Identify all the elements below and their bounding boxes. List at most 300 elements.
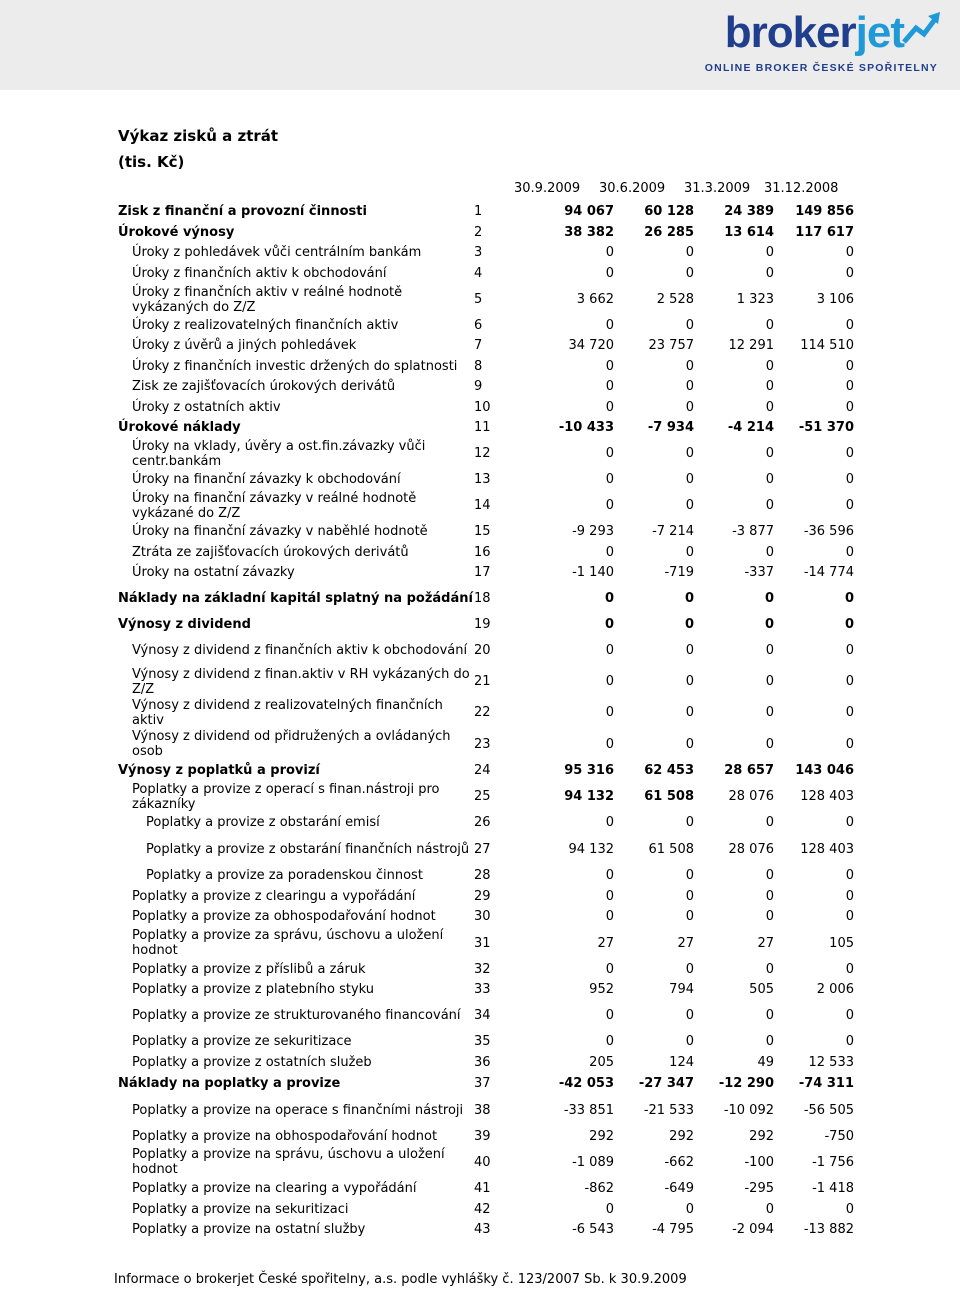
value-cell-col3: 0: [765, 318, 774, 333]
value-cell-col4: 12 533: [808, 1055, 854, 1070]
row-number: 1: [474, 204, 483, 219]
value-cell-col2: 0: [685, 815, 694, 830]
row-label: Náklady na základní kapitál splatný na požádání: [118, 591, 473, 606]
row-label: Poplatky a provize z ostatních služeb: [132, 1055, 372, 1070]
value-cell-col4: -36 596: [803, 524, 854, 539]
value-cell-col4: 117 617: [795, 224, 854, 240]
value-cell-col1: 94 132: [568, 841, 614, 857]
row-number: 32: [474, 961, 491, 977]
value-cell-col2: 0: [685, 245, 694, 260]
row-number: 9: [474, 379, 483, 394]
value-cell-col3: -4 214: [727, 420, 774, 435]
table-row: [118, 906, 854, 927]
row-number: 10: [474, 399, 491, 415]
row-label: Ztráta ze zajišťovacích úrokových derivátů: [132, 544, 409, 560]
value-cell-col3: 0: [765, 472, 774, 487]
table-row: [118, 833, 854, 865]
value-cell-col2: -27 347: [638, 1076, 694, 1091]
column-header-3: 31.3.2009: [684, 181, 751, 196]
row-number: 38: [474, 1102, 491, 1118]
value-cell-col1: 952: [589, 982, 614, 997]
table-row: [118, 781, 854, 812]
value-cell-col3: 49: [757, 1055, 774, 1070]
value-cell-col3: 0: [764, 591, 774, 606]
value-cell-col2: 0: [684, 617, 694, 632]
value-cell-col4: 0: [845, 1034, 854, 1049]
row-label: Poplatky a provize na správu, úschovu a uložení hodnot: [132, 1147, 445, 1177]
table-row: [118, 438, 854, 469]
value-cell-col3: 0: [765, 1034, 774, 1049]
row-label: Poplatky a provize za poradenskou činnost: [146, 868, 423, 883]
value-cell-col1: 95 316: [564, 763, 614, 778]
value-cell-col4: 0: [845, 498, 854, 513]
row-label: Úroky na finanční závazky k obchodování: [132, 472, 401, 487]
value-cell-col1: 0: [605, 909, 614, 924]
value-cell-col3: 0: [765, 245, 774, 260]
value-cell-col4: -74 311: [798, 1076, 854, 1091]
value-cell-col2: 0: [685, 1201, 694, 1217]
row-label: Poplatky a provize na operace s finančními nástroji: [132, 1102, 464, 1118]
table-row: [118, 886, 854, 906]
value-cell-col3: 0: [765, 909, 774, 924]
value-cell-col3: 0: [765, 358, 774, 374]
value-cell-col4: 0: [845, 245, 854, 260]
value-cell-col2: 292: [669, 1128, 694, 1144]
value-cell-col2: 27: [677, 935, 694, 951]
value-cell-col2: 0: [685, 736, 694, 752]
value-cell-col3: 0: [765, 674, 774, 689]
value-cell-col2: 0: [685, 472, 694, 487]
table-row: [118, 635, 854, 666]
value-cell-col4: -14 774: [803, 565, 854, 580]
row-label: Poplatky a provize za správu, úschovu a uložení hodnot: [132, 928, 444, 958]
value-cell-col3: 0: [765, 1008, 774, 1023]
row-label: Poplatky a provize z obstarání emisí: [146, 815, 380, 830]
column-header-2: 30.6.2009: [599, 181, 666, 196]
value-cell-col4: 0: [844, 617, 854, 632]
value-cell-col3: 0: [764, 617, 774, 632]
table-row: [118, 697, 854, 728]
value-cell-col3: 24 389: [724, 204, 774, 219]
table-row: [118, 812, 854, 833]
row-label: Úroky na finanční závazky v naběhlé hodnotě: [132, 524, 428, 539]
logo-word-broker: broker: [724, 8, 856, 57]
value-cell-col2: 0: [685, 1034, 694, 1049]
value-cell-col3: 0: [765, 1201, 774, 1217]
value-cell-col4: 0: [845, 472, 854, 487]
column-header-1: 30.9.2009: [514, 181, 581, 196]
row-number: 15: [474, 524, 491, 539]
value-cell-col2: 26 285: [644, 224, 694, 240]
value-cell-col4: 105: [829, 935, 854, 951]
value-cell-col1: 0: [605, 868, 614, 883]
row-number: 43: [474, 1222, 491, 1237]
row-label: Náklady na poplatky a provize: [118, 1076, 341, 1091]
table-row: [118, 417, 854, 438]
row-label: Poplatky a provize za obhospodařování hodnot: [132, 909, 436, 924]
value-cell-col1: 3 662: [576, 292, 614, 307]
row-number: 5: [474, 292, 483, 307]
value-cell-col2: 0: [685, 498, 694, 513]
row-number: 17: [474, 565, 491, 580]
row-number: 6: [474, 318, 483, 333]
value-cell-col2: 61 508: [644, 789, 694, 804]
row-label: Úroky z ostatních aktiv: [132, 399, 281, 415]
value-cell-col1: 0: [604, 617, 614, 632]
row-number: 13: [474, 472, 491, 487]
row-number: 25: [474, 789, 491, 804]
row-number: 8: [474, 358, 483, 374]
row-label: Poplatky a provize na ostatní služby: [132, 1222, 366, 1237]
value-cell-col4: 0: [845, 318, 854, 333]
row-label: Úroky z finančních aktiv k obchodování: [132, 265, 387, 281]
footer-note: Informace o brokerjet České spořitelny, a.s. podle vyhlášky č. 123/2007 Sb. k 30.9.2009: [114, 1272, 687, 1287]
row-number: 24: [474, 763, 491, 778]
value-cell-col1: -9 293: [572, 524, 614, 539]
value-cell-col1: 0: [605, 358, 614, 374]
value-cell-col4: 0: [845, 643, 854, 658]
value-cell-col3: 28 076: [728, 789, 774, 804]
value-cell-col1: 0: [605, 643, 614, 658]
value-cell-col3: -337: [744, 565, 774, 580]
row-number: 14: [474, 498, 491, 513]
row-number: 33: [474, 982, 491, 997]
table-row: [118, 1073, 854, 1094]
value-cell-col2: 0: [685, 265, 694, 281]
value-cell-col2: 0: [685, 1008, 694, 1023]
value-cell-col3: -10 092: [723, 1102, 774, 1118]
table-row: [118, 927, 854, 959]
value-cell-col3: 0: [765, 961, 774, 977]
value-cell-col4: 0: [844, 591, 854, 606]
row-label: Úrokové náklady: [118, 420, 241, 435]
value-cell-col3: 0: [765, 399, 774, 415]
value-cell-col3: 292: [749, 1128, 774, 1144]
value-cell-col4: 0: [845, 815, 854, 830]
value-cell-col3: 0: [765, 265, 774, 281]
row-number: 7: [474, 338, 483, 353]
table-row: [118, 335, 854, 356]
value-cell-col3: 0: [765, 643, 774, 658]
value-cell-col4: 0: [845, 265, 854, 281]
table-row: [118, 356, 854, 376]
value-cell-col4: 0: [845, 705, 854, 720]
value-cell-col1: 0: [605, 446, 614, 461]
value-cell-col1: 0: [605, 961, 614, 977]
value-cell-col2: 0: [685, 446, 694, 461]
value-cell-col2: -4 795: [652, 1222, 694, 1237]
value-cell-col1: 0: [605, 318, 614, 333]
table-row: [118, 263, 854, 283]
table-row: [118, 242, 854, 263]
value-cell-col1: 0: [605, 736, 614, 752]
row-number: 22: [474, 705, 491, 720]
value-cell-col2: 23 757: [648, 338, 694, 353]
value-cell-col2: 0: [685, 544, 694, 560]
value-cell-col1: 292: [589, 1128, 614, 1144]
value-cell-col4: -56 505: [803, 1102, 854, 1118]
value-cell-col2: -7 214: [652, 524, 694, 539]
value-cell-col4: -13 882: [803, 1222, 854, 1237]
row-number: 12: [474, 446, 491, 461]
row-number: 28: [474, 868, 491, 883]
value-cell-col3: -100: [744, 1154, 774, 1170]
value-cell-col4: 2 006: [816, 982, 854, 997]
logo-tagline: ONLINE BROKER ČESKÉ SPOŘITELNY: [704, 62, 938, 74]
value-cell-col1: 0: [605, 1034, 614, 1049]
table-row: [118, 979, 854, 1000]
page-title: Výkaz zisků a ztrát: [118, 127, 279, 145]
value-cell-col3: 0: [765, 736, 774, 752]
table-row: [118, 1031, 854, 1052]
value-cell-col2: 0: [685, 961, 694, 977]
value-cell-col1: 0: [605, 1008, 614, 1023]
value-cell-col3: 0: [765, 705, 774, 720]
row-number: 3: [474, 245, 483, 260]
value-cell-col1: 0: [605, 674, 614, 689]
value-cell-col4: 0: [845, 446, 854, 461]
value-cell-col2: -7 934: [647, 420, 694, 435]
row-number: 26: [474, 815, 491, 830]
table-row: [118, 1052, 854, 1073]
table-row: [118, 397, 854, 417]
value-cell-col3: 505: [749, 982, 774, 997]
table-row: [118, 1178, 854, 1199]
value-cell-col4: 0: [845, 868, 854, 883]
value-cell-col1: -862: [584, 1181, 614, 1196]
value-cell-col2: 60 128: [644, 204, 694, 219]
row-number: 4: [474, 265, 483, 281]
table-row: [118, 1199, 854, 1219]
table-row: [118, 959, 854, 979]
row-number: 37: [474, 1076, 491, 1091]
row-label: Úroky z finančních investic držených do splatnosti: [132, 358, 458, 374]
value-cell-col2: 0: [685, 705, 694, 720]
value-cell-col2: -21 533: [643, 1102, 694, 1118]
value-cell-col1: 0: [605, 705, 614, 720]
value-cell-col4: 0: [845, 544, 854, 560]
value-cell-col4: 114 510: [800, 338, 854, 353]
value-cell-col1: 94 067: [564, 204, 614, 219]
table-row: [118, 1219, 854, 1240]
row-number: 27: [474, 841, 491, 857]
value-cell-col4: 3 106: [816, 292, 854, 307]
value-cell-col1: 0: [605, 888, 614, 904]
value-cell-col2: -649: [664, 1181, 694, 1196]
value-cell-col3: 0: [765, 868, 774, 883]
row-number: 20: [474, 643, 491, 658]
table-row: [118, 583, 854, 614]
value-cell-col4: 0: [845, 674, 854, 689]
value-cell-col1: 0: [605, 544, 614, 560]
value-cell-col4: 0: [845, 399, 854, 415]
value-cell-col2: 62 453: [644, 763, 694, 778]
table-row: [118, 542, 854, 562]
value-cell-col2: 0: [685, 674, 694, 689]
value-cell-col2: 2 528: [656, 292, 694, 307]
row-label: Výnosy z poplatků a provizí: [118, 763, 320, 778]
value-cell-col1: 34 720: [568, 338, 614, 353]
value-cell-col4: 0: [845, 358, 854, 374]
value-cell-col4: 128 403: [800, 789, 854, 804]
row-label: Úroky z pohledávek vůči centrálním bankám: [132, 245, 422, 260]
row-label: Poplatky a provize ze sekuritizace: [132, 1034, 352, 1049]
value-cell-col3: 28 657: [724, 763, 774, 778]
value-cell-col4: -750: [824, 1128, 854, 1144]
row-label: Poplatky a provize na sekuritizaci: [132, 1201, 349, 1217]
value-cell-col4: 0: [845, 1008, 854, 1023]
value-cell-col2: 0: [685, 888, 694, 904]
value-cell-col4: 143 046: [795, 763, 854, 778]
row-number: 2: [474, 224, 483, 240]
row-label: Výnosy z dividend od přidružených a ovládaných osob: [132, 729, 451, 759]
row-number: 40: [474, 1154, 491, 1170]
value-cell-col3: -2 094: [732, 1222, 774, 1237]
logo-arrow-icon: [902, 12, 942, 48]
value-cell-col4: 0: [845, 888, 854, 904]
table-row: [118, 666, 854, 697]
value-cell-col1: -1 089: [572, 1154, 614, 1170]
row-label: Výnosy z dividend z realizovatelných finančních aktiv: [132, 697, 443, 728]
value-cell-col1: 0: [605, 815, 614, 830]
row-label: Úroky z realizovatelných finančních aktiv: [132, 318, 399, 333]
value-cell-col2: 0: [685, 868, 694, 883]
value-cell-col4: -1 418: [812, 1181, 854, 1196]
value-cell-col2: 0: [684, 591, 694, 606]
row-label: Poplatky a provize z operací s finan.nástroji pro zákazníky: [132, 781, 440, 812]
value-cell-col2: 794: [669, 982, 694, 997]
row-label: Poplatky a provize na clearing a vypořádání: [132, 1181, 417, 1196]
value-cell-col3: 0: [765, 446, 774, 461]
row-label: Úroky z úvěrů a jiných pohledávek: [132, 338, 357, 353]
unit-label: (tis. Kč): [118, 153, 185, 171]
table-row: [118, 376, 854, 397]
row-number: 18: [474, 591, 491, 606]
row-number: 41: [474, 1181, 491, 1196]
value-cell-col2: 0: [685, 358, 694, 374]
row-number: 19: [474, 617, 491, 632]
row-label: Poplatky a provize na obhospodařování hodnot: [132, 1128, 438, 1144]
brokerjet-logo: [704, 8, 938, 80]
table-row: [118, 1094, 854, 1126]
value-cell-col1: 205: [589, 1055, 614, 1070]
row-label: Poplatky a provize z platebního styku: [132, 982, 375, 997]
table-row: [118, 865, 854, 886]
value-cell-col1: -33 851: [563, 1102, 614, 1118]
value-cell-col1: 0: [605, 265, 614, 281]
value-cell-col4: 0: [845, 1201, 854, 1217]
value-cell-col1: 94 132: [564, 789, 614, 804]
value-cell-col3: 0: [765, 544, 774, 560]
value-cell-col3: -3 877: [732, 524, 774, 539]
row-number: 34: [474, 1008, 491, 1023]
row-label: Výnosy z dividend z finan.aktiv v RH vykázaných do Z/Z: [132, 666, 470, 697]
table-row: [118, 490, 854, 521]
value-cell-col3: 0: [765, 379, 774, 394]
value-cell-col1: 0: [605, 245, 614, 260]
value-cell-col1: -6 543: [572, 1222, 614, 1237]
table-row: [118, 760, 854, 781]
value-cell-col2: 0: [685, 399, 694, 415]
value-cell-col4: -1 756: [812, 1154, 854, 1170]
table-body: [118, 201, 854, 1240]
value-cell-col3: -295: [744, 1181, 774, 1196]
table-row: [118, 728, 854, 760]
row-label: Poplatky a provize z clearingu a vypořádání: [132, 888, 416, 904]
value-cell-col4: 149 856: [795, 204, 854, 219]
table-row: [118, 316, 854, 335]
table-row: [118, 283, 854, 316]
value-cell-col3: 13 614: [724, 224, 774, 240]
row-number: 23: [474, 736, 491, 752]
value-cell-col3: -12 290: [718, 1076, 774, 1091]
table-row: [118, 562, 854, 583]
value-cell-col3: 0: [765, 888, 774, 904]
table-row: [118, 614, 854, 635]
value-cell-col4: 0: [845, 909, 854, 924]
value-cell-col2: 61 508: [648, 841, 694, 857]
value-cell-col2: -662: [664, 1154, 694, 1170]
row-number: 31: [474, 935, 491, 951]
row-label: Výnosy z dividend z finančních aktiv k obchodování: [132, 643, 468, 658]
value-cell-col1: 0: [604, 591, 614, 606]
value-cell-col1: 0: [605, 1201, 614, 1217]
row-number: 21: [474, 674, 491, 689]
row-label: Poplatky a provize z obstarání finančních nástrojů: [146, 841, 470, 857]
value-cell-col4: 0: [845, 736, 854, 752]
value-cell-col4: 0: [845, 961, 854, 977]
row-number: 11: [474, 420, 491, 435]
value-cell-col1: 0: [605, 399, 614, 415]
row-number: 16: [474, 544, 491, 560]
value-cell-col2: 0: [685, 318, 694, 333]
profit-loss-table: [118, 201, 854, 1240]
table-row: [118, 222, 854, 242]
row-label: Poplatky a provize z příslibů a záruk: [132, 961, 366, 977]
value-cell-col3: 27: [757, 935, 774, 951]
table-row: [118, 1126, 854, 1146]
value-cell-col3: 28 076: [728, 841, 774, 857]
table-row: [118, 1146, 854, 1178]
value-cell-col2: -719: [664, 565, 694, 580]
value-cell-col1: -42 053: [558, 1076, 614, 1091]
table-row: [118, 469, 854, 490]
value-cell-col4: 0: [845, 379, 854, 394]
value-cell-col1: 38 382: [564, 224, 614, 240]
table-row: [118, 201, 854, 222]
row-label: Poplatky a provize ze strukturovaného financování: [132, 1008, 461, 1023]
column-header-4: 31.12.2008: [764, 181, 839, 196]
row-label: Úroky z finančních aktiv v reálné hodnotě vykázaných do Z/Z: [132, 284, 403, 315]
row-number: 29: [474, 888, 491, 904]
row-number: 42: [474, 1201, 491, 1217]
value-cell-col2: 124: [669, 1055, 694, 1070]
value-cell-col1: 0: [605, 379, 614, 394]
value-cell-col3: 0: [765, 498, 774, 513]
value-cell-col3: 12 291: [728, 338, 774, 353]
row-label: Úrokové výnosy: [118, 224, 235, 240]
value-cell-col3: 1 323: [736, 292, 774, 307]
row-number: 36: [474, 1055, 491, 1070]
value-cell-col2: 0: [685, 379, 694, 394]
row-label: Úroky na ostatní závazky: [132, 565, 295, 580]
value-cell-col4: -51 370: [798, 420, 854, 435]
table-row: [118, 1000, 854, 1031]
value-cell-col2: 0: [685, 909, 694, 924]
value-cell-col1: -10 433: [558, 420, 614, 435]
row-number: 39: [474, 1128, 491, 1144]
value-cell-col1: 0: [605, 472, 614, 487]
